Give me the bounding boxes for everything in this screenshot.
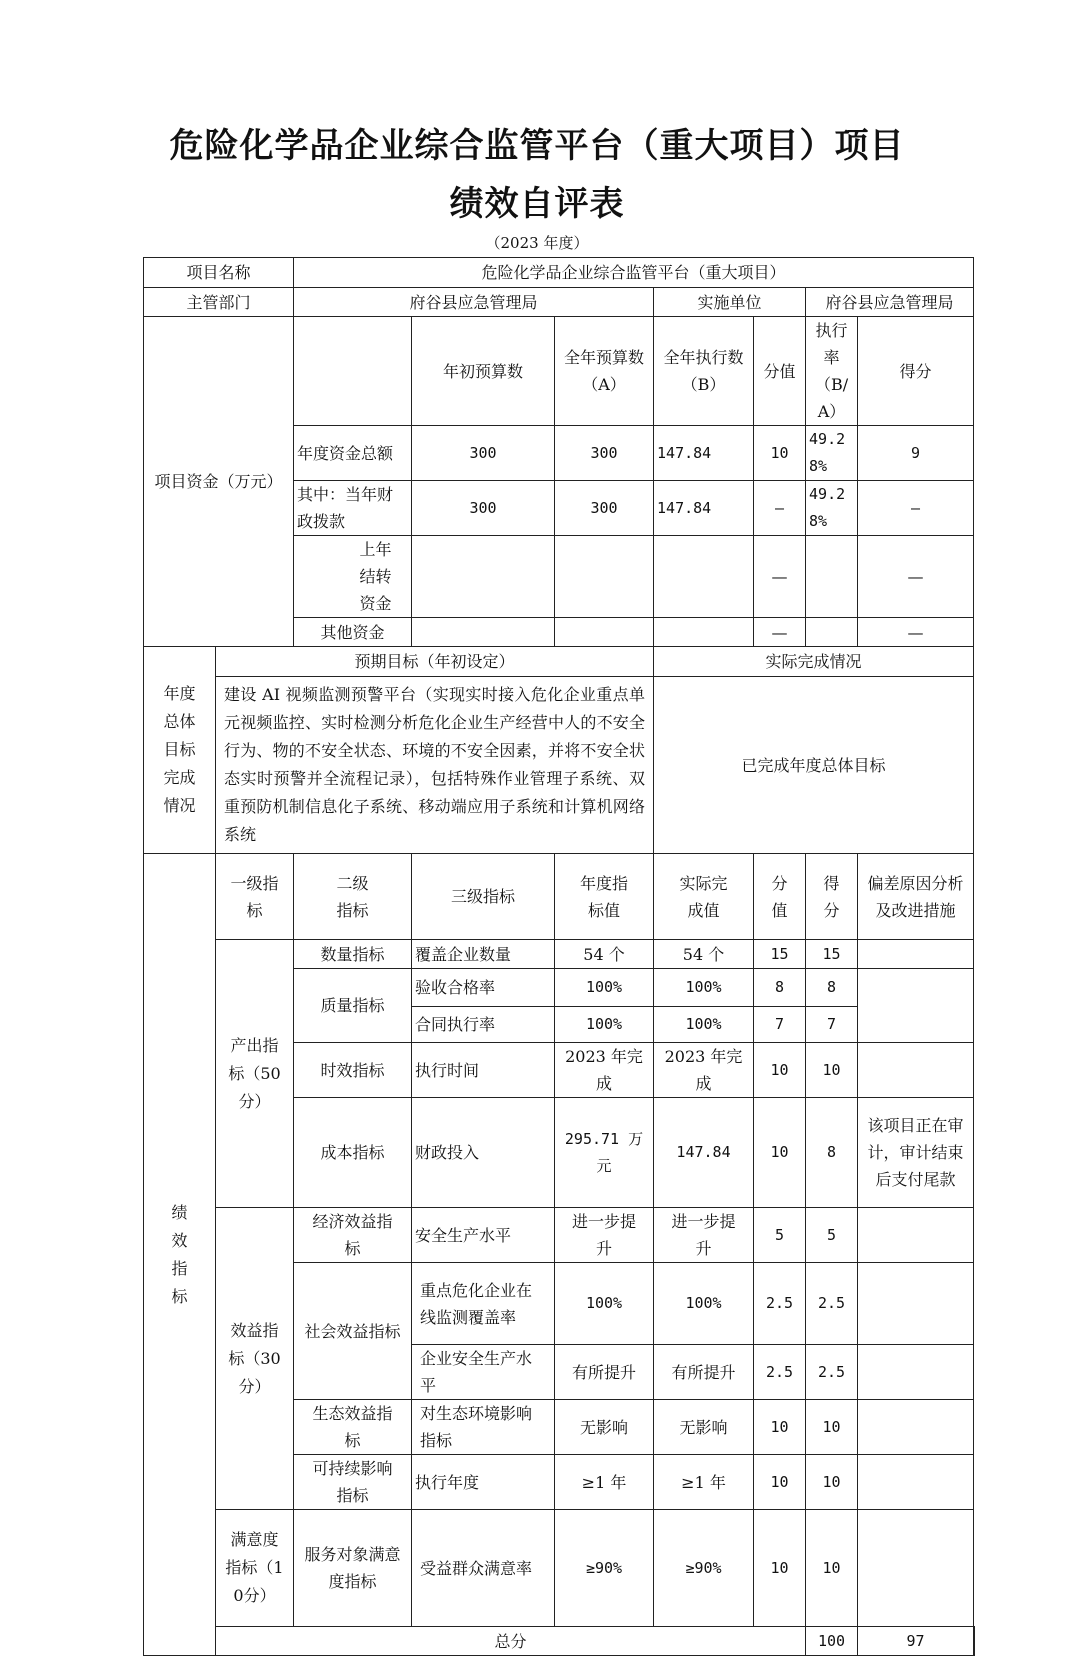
actual-cell: 54 个 [654,940,754,969]
self-evaluation-table [143,257,975,1656]
funds-row-label: 其中：当年财政拨款 [294,481,412,536]
got-cell: 2.5 [806,1345,858,1400]
funds-cell [555,536,654,618]
target-cell: ≥90% [555,1510,654,1627]
note-cell [858,1043,974,1098]
indicator-header: 三级指标 [412,854,555,940]
note-cell [858,940,974,969]
got-cell: 8 [806,969,858,1007]
funds-cell: — [754,481,806,536]
level2-cell: 经济效益指标 [294,1208,412,1263]
level3-cell: 执行年度 [412,1455,555,1510]
funds-cell: 300 [412,426,555,481]
funds-cell [654,618,754,647]
total-score: 100 [806,1627,858,1656]
level2-cell: 可持续影响指标 [294,1455,412,1510]
funds-cell: 49.28% [806,481,858,536]
indicator-row [144,1208,975,1263]
funds-cell [654,536,754,618]
indicator-header: 二级指标 [294,854,412,940]
note-cell [858,1208,974,1263]
level1-benefit: 效益指标（30分） [216,1208,294,1510]
actual-cell: 有所提升 [654,1345,754,1400]
funds-header: 分值 [754,317,806,426]
indicator-header: 年度指标值 [555,854,654,940]
goal-label: 年度总体目标完成情况 [144,647,216,854]
row-funds-header [144,317,975,426]
dept-label: 主管部门 [144,288,294,317]
report-year: （2023 年度） [485,234,589,252]
funds-cell: 300 [555,481,654,536]
funds-header: 全年预算数（A） [555,317,654,426]
indicator-row [144,1510,975,1627]
funds-header-blank [294,317,412,426]
level3-cell: 受益群众满意率 [412,1510,555,1627]
goal-expected-text: 建设 AI 视频监测预警平台（实现实时接入危化企业重点单元视频监控、实时检测分析危化企业生产经营中人的不安全行为、物的不安全状态、环境的不安全因素，并将不安全状态实时预警并全流程记录），包括特殊作业管理子系统、双重预防机制信息化子系统、移动端应用子系统和计算机网络系统 [216,677,654,854]
level1-satisfaction: 满意度指标（10分） [216,1510,294,1627]
score-cell: 15 [754,940,806,969]
got-cell: 10 [806,1455,858,1510]
score-cell: 5 [754,1208,806,1263]
level2-cell: 生态效益指标 [294,1400,412,1455]
funds-cell [806,536,858,618]
got-cell: 2.5 [806,1263,858,1345]
actual-cell: ≥90% [654,1510,754,1627]
level2-cell: 质量指标 [294,969,412,1043]
target-cell: 2023 年完成 [555,1043,654,1098]
goal-expected-header: 预期目标（年初设定） [216,647,654,677]
actual-cell: 2023 年完成 [654,1043,754,1098]
indicator-header: 实际完成值 [654,854,754,940]
goal-actual-text: 已完成年度总体目标 [654,677,974,854]
level2-cell: 社会效益指标 [294,1263,412,1400]
goal-actual-header: 实际完成情况 [654,647,974,677]
level3-cell: 覆盖企业数量 [412,940,555,969]
funds-cell: — [754,536,806,618]
got-cell: 10 [806,1043,858,1098]
funds-row-label: 上年结转资金 [294,536,412,618]
got-cell: 15 [806,940,858,969]
level3-cell: 合同执行率 [412,1007,555,1043]
row-goal-content [144,677,975,854]
row-department [144,288,975,317]
funds-header: 全年执行数（B） [654,317,754,426]
row-total [144,1627,975,1656]
level3-cell: 验收合格率 [412,969,555,1007]
funds-cell: 147.84 [654,426,754,481]
level3-cell: 执行时间 [412,1043,555,1098]
project-name-label: 项目名称 [144,258,294,288]
score-cell: 10 [754,1510,806,1627]
actual-cell: 100% [654,969,754,1007]
funds-cell: 300 [412,481,555,536]
funds-cell: 9 [858,426,974,481]
actual-cell: 100% [654,1007,754,1043]
actual-cell: 100% [654,1263,754,1345]
indicator-row [144,940,975,969]
note-cell: 该项目正在审计，审计结束后支付尾款 [858,1098,974,1208]
target-cell: 100% [555,969,654,1007]
actual-cell: 无影响 [654,1400,754,1455]
level2-cell: 成本指标 [294,1098,412,1208]
level1-output: 产出指标（50分） [216,940,294,1208]
indicator-header: 得分 [806,854,858,940]
row-project-name [144,258,975,288]
project-name-value: 危险化学品企业综合监管平台（重大项目） [294,258,974,288]
target-cell: 100% [555,1263,654,1345]
score-cell: 2.5 [754,1263,806,1345]
level3-cell: 对生态环境影响指标 [412,1400,555,1455]
funds-row-label: 年度资金总额 [294,426,412,481]
total-note [974,1627,975,1656]
funds-cell [555,618,654,647]
funds-header: 得分 [858,317,974,426]
note-cell [858,1455,974,1510]
row-indicator-header [144,854,975,940]
note-cell [858,1400,974,1455]
actual-cell: ≥1 年 [654,1455,754,1510]
funds-cell: 300 [555,426,654,481]
got-cell: 8 [806,1098,858,1208]
row-goal-header [144,647,975,677]
score-cell: 10 [754,1455,806,1510]
target-cell: ≥1 年 [555,1455,654,1510]
target-cell: 进一步提升 [555,1208,654,1263]
funds-row-label: 其他资金 [294,618,412,647]
level2-cell: 服务对象满意度指标 [294,1510,412,1627]
level3-cell: 企业安全生产水平 [412,1345,555,1400]
funds-cell: — [858,481,974,536]
indicator-header: 一级指标 [216,854,294,940]
score-cell: 10 [754,1043,806,1098]
funds-cell [412,536,555,618]
funds-cell: — [754,618,806,647]
target-cell: 100% [555,1007,654,1043]
note-cell [858,1345,974,1400]
funds-header: 执行率（B/A） [806,317,858,426]
document-title-line1: 危险化学品企业综合监管平台（重大项目）项目 [169,126,905,166]
total-got: 97 [858,1627,974,1656]
score-cell: 8 [754,969,806,1007]
level3-cell: 安全生产水平 [412,1208,555,1263]
level3-cell: 重点危化企业在线监测覆盖率 [412,1263,555,1345]
indicator-header: 偏差原因分析及改进措施 [858,854,974,940]
funds-cell: 10 [754,426,806,481]
note-cell [858,1263,974,1345]
level3-cell: 财政投入 [412,1098,555,1208]
got-cell: 7 [806,1007,858,1043]
funds-cell: 49.28% [806,426,858,481]
funds-cell: — [858,618,974,647]
score-cell: 7 [754,1007,806,1043]
got-cell: 10 [806,1400,858,1455]
got-cell: 5 [806,1208,858,1263]
score-cell: 2.5 [754,1345,806,1400]
indicator-header: 分值 [754,854,806,940]
funds-cell: — [858,536,974,618]
funds-cell [412,618,555,647]
got-cell: 10 [806,1510,858,1627]
impl-label: 实施单位 [654,288,806,317]
score-cell: 10 [754,1098,806,1208]
target-cell: 无影响 [555,1400,654,1455]
dept-value: 府谷县应急管理局 [294,288,654,317]
document-title-line2: 绩效自评表 [449,184,625,224]
level2-cell: 数量指标 [294,940,412,969]
level2-cell: 时效指标 [294,1043,412,1098]
funds-cell [806,618,858,647]
funds-label: 项目资金（万元） [144,317,294,647]
score-cell: 10 [754,1400,806,1455]
funds-cell: 147.84 [654,481,754,536]
total-label: 总分 [216,1627,806,1656]
target-cell: 295.71 万元 [555,1098,654,1208]
note-cell [858,1510,974,1627]
indicators-label: 绩效指标 [144,854,216,1656]
actual-cell: 进一步提升 [654,1208,754,1263]
funds-header: 年初预算数 [412,317,555,426]
impl-value: 府谷县应急管理局 [806,288,974,317]
actual-cell: 147.84 [654,1098,754,1208]
target-cell: 有所提升 [555,1345,654,1400]
note-cell [858,969,974,1043]
target-cell: 54 个 [555,940,654,969]
